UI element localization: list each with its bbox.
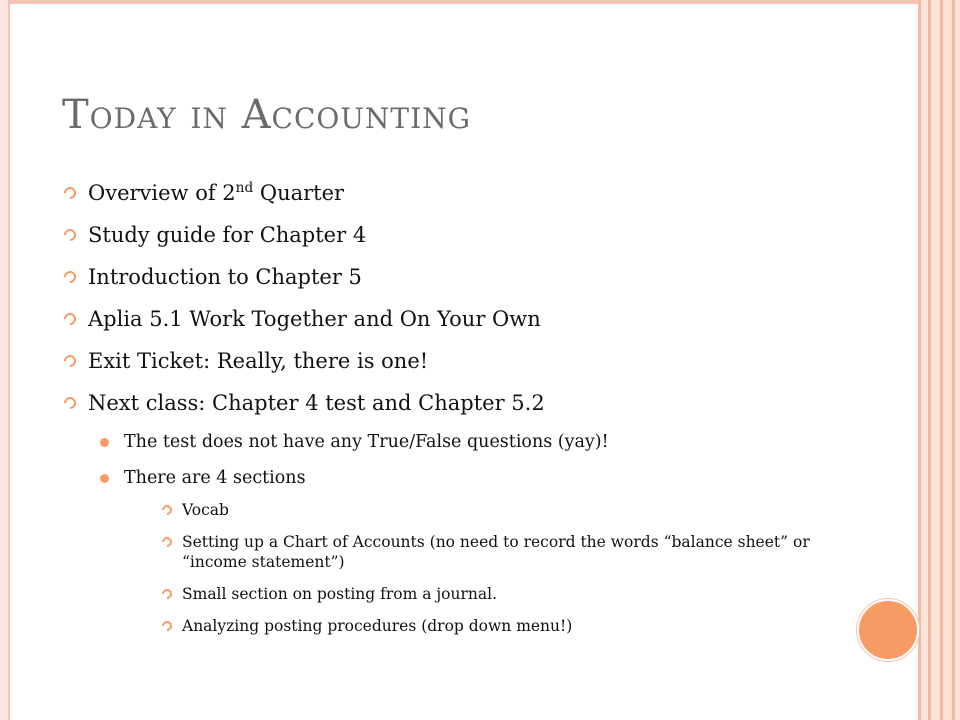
bullet-overview <box>62 172 842 214</box>
bullet-text: Next class: Chapter 4 test and Chapter 5.2 <box>88 391 545 415</box>
section-item-posting <box>124 584 842 604</box>
section-text: Small section on posting from a journal. <box>182 585 498 603</box>
arc-bullet-icon <box>62 395 79 412</box>
sub-bullet-text: There are 4 sections <box>124 468 306 488</box>
section-item-vocab <box>124 500 842 520</box>
arc-bullet-icon <box>62 185 79 202</box>
top-border <box>0 0 920 4</box>
sub-bullet-text: The test does not have any True/False questions (yay)! <box>124 432 609 452</box>
bullet-text: Introduction to Chapter 5 <box>88 265 362 289</box>
dot-bullet-icon <box>100 474 109 483</box>
arc-bullet-icon <box>62 311 79 328</box>
bullet-text: Overview of 2 <box>88 181 236 205</box>
small-arc-bullet-icon <box>160 535 174 549</box>
section-list <box>124 500 842 636</box>
bullet-text: Study guide for Chapter 4 <box>88 223 367 247</box>
bullet-text: Exit Ticket: Really, there is one! <box>88 349 429 373</box>
section-text: Vocab <box>182 501 229 519</box>
bullet-introduction <box>62 256 842 298</box>
orange-circle-decoration <box>857 599 919 661</box>
small-arc-bullet-icon <box>160 619 174 633</box>
dot-bullet-icon <box>100 438 109 447</box>
section-text: Setting up a Chart of Accounts (no need to record the words “balance sheet” or “income statement”) <box>182 533 810 571</box>
arc-bullet-icon <box>62 227 79 244</box>
section-item-analyzing <box>124 616 842 636</box>
bullet-text-suffix: Quarter <box>253 181 345 205</box>
section-item-chart-of-accounts <box>124 532 842 572</box>
bullet-study-guide <box>62 214 842 256</box>
ordinal-superscript: nd <box>235 180 254 196</box>
sub-bullet-true-false <box>88 424 842 460</box>
sub-bullet-list <box>88 424 842 636</box>
right-striped-band <box>918 0 960 720</box>
bullet-aplia <box>62 298 842 340</box>
arc-bullet-icon <box>62 269 79 286</box>
sub-bullet-sections <box>88 460 842 636</box>
section-text: Analyzing posting procedures (drop down menu!) <box>182 617 573 635</box>
bullet-list <box>62 172 842 636</box>
left-border <box>0 0 10 720</box>
slide-title: Today in Accounting <box>62 92 472 138</box>
bullet-next-class <box>62 382 842 636</box>
arc-bullet-icon <box>62 353 79 370</box>
bullet-text: Aplia 5.1 Work Together and On Your Own <box>88 307 541 331</box>
small-arc-bullet-icon <box>160 587 174 601</box>
bullet-exit-ticket <box>62 340 842 382</box>
slide-content <box>62 172 842 648</box>
small-arc-bullet-icon <box>160 503 174 517</box>
